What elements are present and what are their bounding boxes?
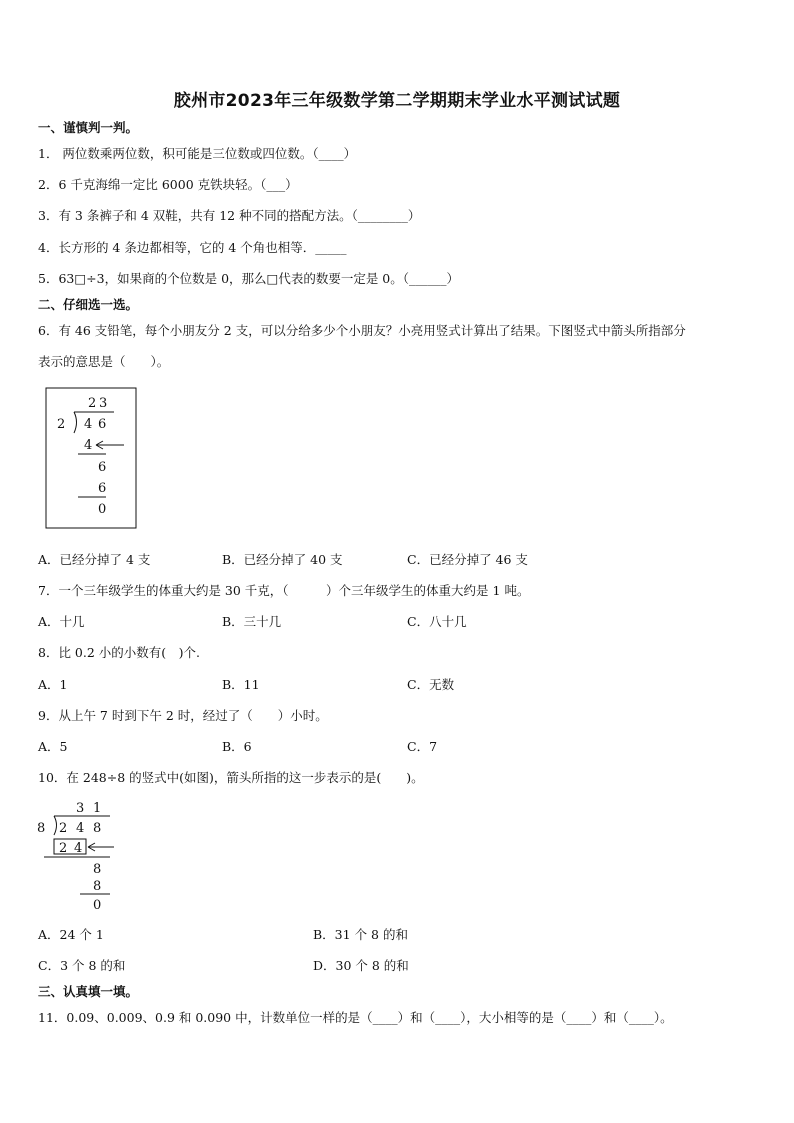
quotient-digit-1: 3 [76,801,85,816]
question-10: 10．在 248÷8 的竖式中(如图)，箭头所指的这一步表示的是( )。 [38,770,424,785]
question-8: 8．比 0.2 小的小数有( )个. [38,645,201,660]
step-product-digit-1: 2 [59,841,68,856]
section-heading-1: 一、谨慎判一判。 [38,120,139,135]
divisor: 2 [57,417,66,432]
step-product-1: 4 [84,438,93,453]
q9-option-b: B．6 [222,739,252,754]
dividend-digit-1: 2 [59,821,68,836]
q7-option-a: A．十几 [38,614,85,629]
remainder: 0 [98,502,107,517]
question-3: 3．有 3 条裤子和 4 双鞋，共有 12 种不同的搭配方法。（________） [38,208,421,223]
q7-option-b: B．三十几 [222,614,282,629]
q8-option-b: B．11 [222,677,260,692]
q10-option-d: D．30 个 8 的和 [313,958,409,973]
question-6-line-1: 6．有 46 支铅笔，每个小朋友分 2 支，可以分给多少个小朋友？小亮用竖式计算出了结果。下图竖式中箭头所指部分 [38,323,686,338]
dividend-digit-1: 4 [84,417,93,432]
q7-option-c: C．八十几 [407,614,467,629]
q10-option-c: C．3 个 8 的和 [38,958,126,973]
section-heading-3: 三、认真填一填。 [38,984,139,999]
division-bracket [74,412,77,433]
question-5: 5．63□÷3，如果商的个位数是 0，那么□代表的数要一定是 0。（______） [38,271,460,286]
q6-option-b: B．已经分掉了 40 支 [222,552,343,567]
q6-option-c: C．已经分掉了 46 支 [407,552,528,567]
quotient-digit-1: 2 [88,396,97,411]
step-bring-down: 8 [93,862,102,877]
quotient-digit-2: 1 [93,801,102,816]
q10-option-a: A．24 个 1 [38,927,104,942]
q6-option-a: A．已经分掉了 4 支 [38,552,151,567]
divisor: 8 [37,821,46,836]
question-1: 1． 两位数乘两位数，积可能是三位数或四位数。（____） [38,146,357,161]
remainder: 0 [93,898,102,913]
division-bracket [54,816,57,835]
step-bring-down: 6 [98,460,107,475]
step-product-2: 6 [98,481,107,496]
question-7: 7．一个三年级学生的体重大约是 30 千克，（ ）个三年级学生的体重大约是 1 吨。 [38,583,530,598]
long-division-figure-1 [44,386,140,532]
dividend-digit-2: 4 [76,821,85,836]
q8-option-c: C．无数 [407,677,455,692]
section-heading-2: 二、仔细选一选。 [38,297,139,312]
q10-option-b: B．31 个 8 的和 [313,927,408,942]
long-division-figure-2 [34,797,124,915]
q9-option-a: A．5 [38,739,68,754]
question-2: 2．6 千克海绵一定比 6000 克铁块轻。（___） [38,177,298,192]
question-4: 4．长方形的 4 条边都相等，它的 4 个角也相等．_____ [38,240,347,255]
step-product-digit-2: 4 [74,841,83,856]
dividend-digit-3: 8 [93,821,102,836]
q8-option-a: A．1 [38,677,68,692]
question-6-line-2: 表示的意思是（ ）。 [38,354,170,369]
page-title: 胶州市2023年三年级数学第二学期期末学业水平测试试题 [173,91,621,111]
step-product-2: 8 [93,879,102,894]
q9-option-c: C．7 [407,739,438,754]
dividend-digit-2: 6 [98,417,107,432]
question-9: 9．从上午 7 时到下午 2 时，经过了（ ）小时。 [38,708,328,723]
quotient-digit-2: 3 [99,396,108,411]
question-11: 11．0.09、0.009、0.9 和 0.090 中，计数单位一样的是（____）和（____），大小相等的是（____）和（____）。 [38,1010,673,1025]
